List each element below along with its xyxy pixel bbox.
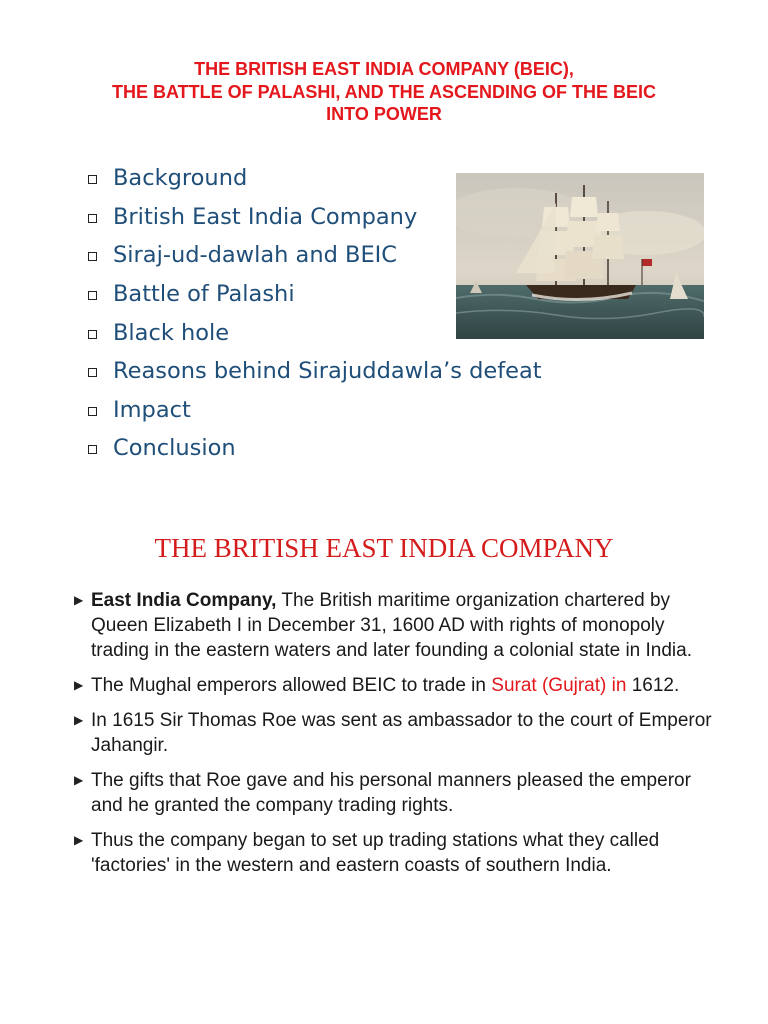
- bullet-list: [74, 588, 714, 888]
- title-line-3: INTO POWER: [326, 104, 442, 124]
- bullet-item: [74, 673, 714, 698]
- checkbox-icon: [88, 407, 97, 416]
- bullet-highlight: Surat (Gujrat) in: [491, 675, 627, 696]
- bullet-text-after: 1612.: [626, 675, 680, 696]
- triangle-bullet-icon: ▶: [74, 773, 84, 787]
- outline-item-impact: [88, 391, 542, 430]
- outline-item-label: Conclusion: [113, 435, 236, 462]
- title-line-1: THE BRITISH EAST INDIA COMPANY (BEIC),: [194, 59, 574, 79]
- outline-item-conclusion: [88, 429, 542, 468]
- triangle-bullet-icon: ▶: [74, 833, 84, 847]
- outline-item-reasons: [88, 352, 542, 391]
- bullet-bold-term: East India Company,: [91, 590, 277, 611]
- outline-item-label: British East India Company: [113, 203, 418, 230]
- outline-item-label: Background: [113, 165, 248, 192]
- outline-item-label: Reasons behind Sirajuddawla’s defeat: [113, 358, 542, 385]
- bullet-item: [74, 588, 714, 663]
- title-line-2: THE BATTLE OF PALASHI, AND THE ASCENDING OF THE BEIC: [112, 81, 656, 102]
- bullet-text: Thus the company began to set up trading stations what they called 'factories' in the western and eastern coasts of southern India.: [91, 830, 660, 876]
- triangle-bullet-icon: ▶: [74, 593, 84, 607]
- checkbox-icon: [88, 214, 97, 223]
- bullet-text: In 1615 Sir Thomas Roe was sent as ambassador to the court of Emperor Jahangir.: [91, 710, 712, 756]
- checkbox-icon: [88, 330, 97, 339]
- checkbox-icon: [88, 252, 97, 261]
- outline-item-label: Siraj-ud-dawlah and BEIC: [113, 242, 398, 269]
- document-title: [0, 58, 768, 126]
- bullet-item: [74, 708, 714, 758]
- outline-item-label: Impact: [113, 396, 191, 423]
- outline-item-label: Battle of Palashi: [113, 281, 295, 308]
- checkbox-icon: [88, 291, 97, 300]
- bullet-item: [74, 768, 714, 818]
- triangle-bullet-icon: ▶: [74, 678, 84, 692]
- bullet-text: The gifts that Roe gave and his personal manners pleased the emperor and he granted the company trading rights.: [91, 770, 691, 816]
- bullet-text: The British maritime organization chartered by Queen Elizabeth I in December 31, 1600 AD with rights of monopoly trading in the eastern waters and later founding a colonial state in India.: [91, 590, 692, 661]
- bullet-text: The Mughal emperors allowed BEIC to trade in: [91, 675, 492, 696]
- ship-painting-image: [456, 173, 704, 339]
- outline-item-label: Black hole: [113, 319, 230, 346]
- checkbox-icon: [88, 445, 97, 454]
- section-heading: THE BRITISH EAST INDIA COMPANY: [154, 533, 614, 563]
- triangle-bullet-icon: ▶: [74, 713, 84, 727]
- checkbox-icon: [88, 368, 97, 377]
- checkbox-icon: [88, 175, 97, 184]
- bullet-item: [74, 828, 714, 878]
